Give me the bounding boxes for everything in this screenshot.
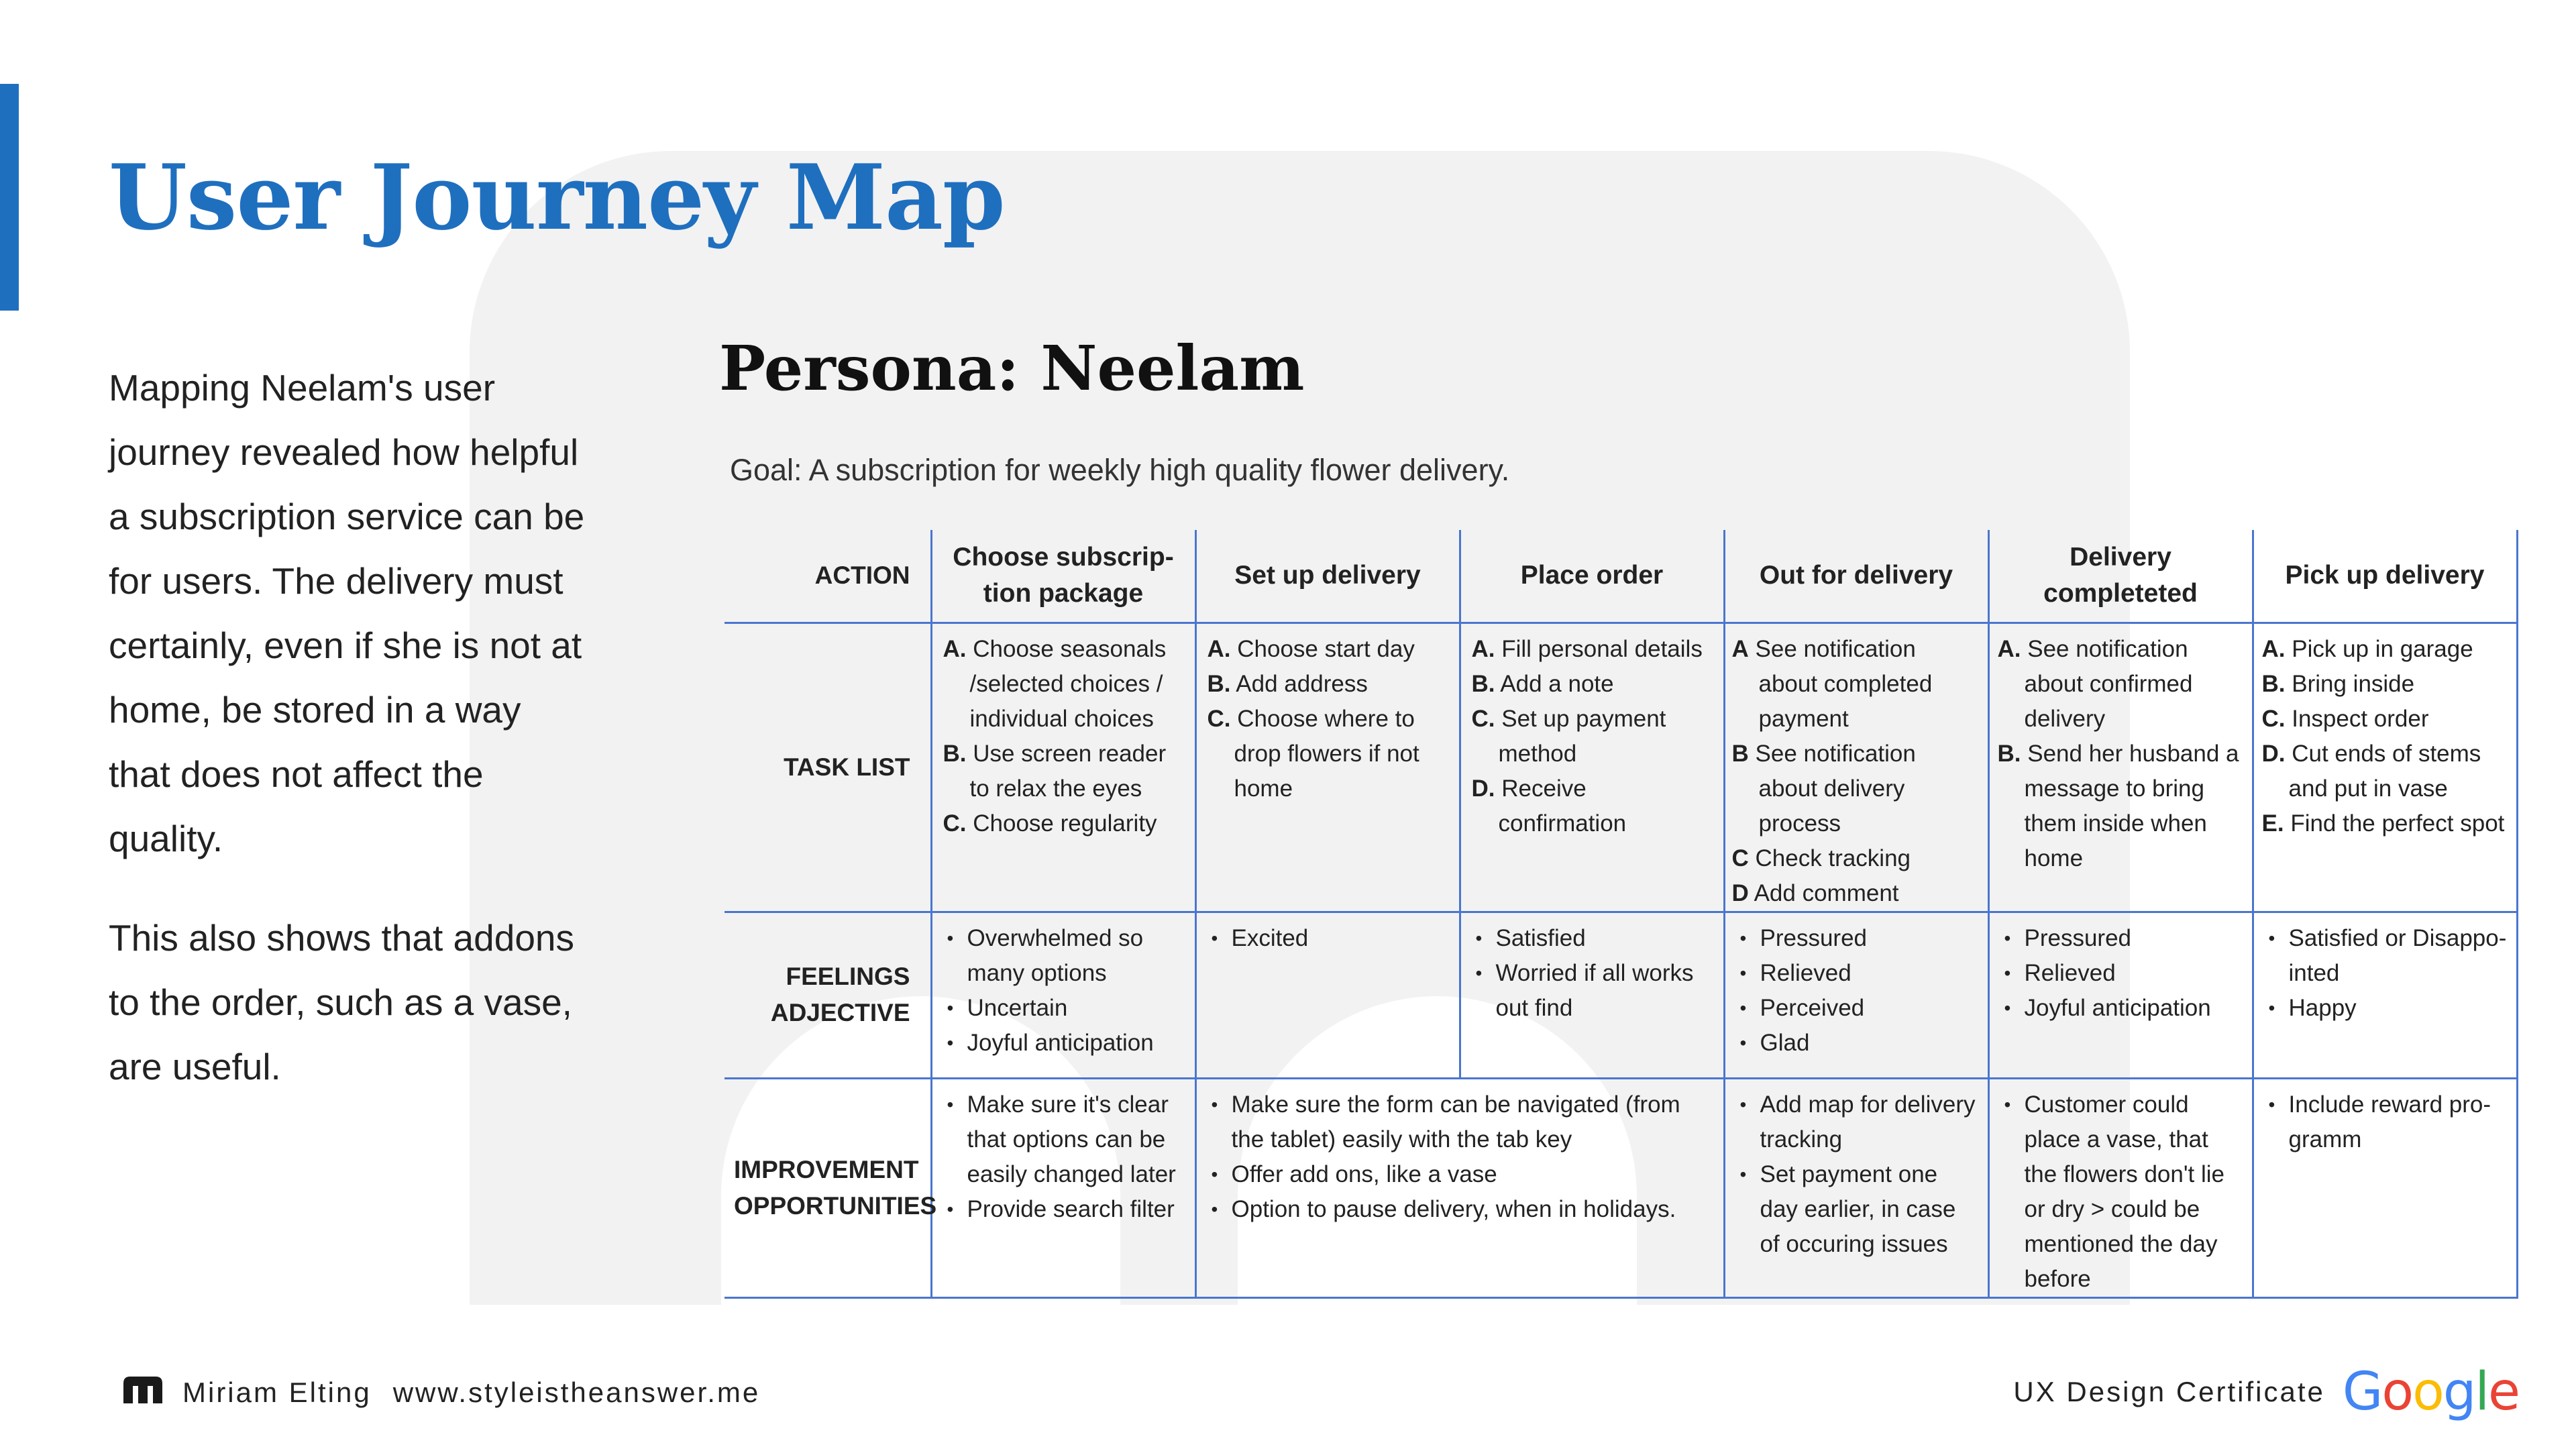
improvement-row <box>724 1078 2517 1297</box>
list-item: • Provide search filter <box>943 1192 1188 1227</box>
task-cell <box>1988 623 2253 912</box>
author-website-link[interactable]: www.styleistheanswer.me <box>392 1377 761 1408</box>
action-header: Delivery completeted <box>1988 530 2253 623</box>
list-item: • Make sure the form can be navigated (from the tablet) easily with the tab key <box>1208 1087 1717 1157</box>
action-row <box>724 530 2517 623</box>
list-item: D. Receive confirmation <box>1471 775 1627 837</box>
list-item: • Pressured <box>1736 921 1981 956</box>
list-item: • Joyful anticipation <box>943 1026 1188 1061</box>
list-item: • Satisfied <box>1472 921 1717 956</box>
action-header: Choose subscription package <box>931 530 1195 623</box>
list-item: A. Pick up in garage <box>2261 635 2473 662</box>
list-item: C. Choose where to drop flowers if not home <box>1207 705 1419 802</box>
accent-bar <box>0 84 19 311</box>
list-item: • Customer could place a vase, that the flowers don't lie or dry > could be mentioned the day before <box>2000 1087 2245 1297</box>
list-item: • Relieved <box>1736 956 1981 991</box>
list-item: B. Send her husband a message to bring them inside when home <box>1997 740 2239 871</box>
list-item: • Option to pause delivery, when in holidays. <box>1208 1192 1717 1227</box>
author-name: Miriam Elting <box>182 1377 372 1408</box>
improvement-cell <box>1988 1078 2253 1297</box>
list-item: • Worried if all works out find <box>1472 956 1717 1026</box>
list-item: • Glad <box>1736 1026 1981 1061</box>
list-item: C. Choose regularity <box>943 810 1157 837</box>
task-cell <box>931 623 1195 912</box>
task-cell <box>1195 623 1460 912</box>
author-logo-icon <box>121 1374 165 1411</box>
persona-heading: Persona: Neelam <box>719 332 1305 405</box>
list-item: A. See notification about confirmed delivery <box>1997 635 2193 732</box>
task-cell <box>2253 623 2517 912</box>
list-item: C. Inspect order <box>2261 705 2429 732</box>
improvement-cell <box>931 1078 1195 1297</box>
list-item: • Relieved <box>2000 956 2245 991</box>
list-item: • Set payment one day earlier, in case of occuring issues <box>1736 1157 1981 1262</box>
list-item: • Happy <box>2265 991 2510 1026</box>
list-item: A See notification about completed payment <box>1731 635 1933 732</box>
row-label-feelings: FEELINGS ADJECTIVE <box>724 912 931 1078</box>
action-header: Set up delivery <box>1195 530 1460 623</box>
footer-author <box>121 1374 760 1411</box>
feelings-cell <box>1724 912 1988 1078</box>
list-item: A. Fill personal details <box>1471 635 1703 662</box>
feelings-cell <box>2253 912 2517 1078</box>
page-title: User Journey Map <box>109 144 1005 250</box>
feelings-cell <box>1195 912 1460 1078</box>
feelings-cell <box>931 912 1195 1078</box>
list-item: A. Choose seasonals /selected choices / individual choices <box>943 635 1167 732</box>
list-item: B. Add a note <box>1471 670 1614 697</box>
list-item: C. Set up payment method <box>1471 705 1666 767</box>
list-item: B. Add address <box>1207 670 1368 697</box>
feelings-cell <box>1460 912 1724 1078</box>
list-item: • Joyful anticipation <box>2000 991 2245 1026</box>
google-logo: Google <box>2342 1362 2519 1422</box>
improvement-cell <box>1724 1078 1988 1297</box>
feelings-cell <box>1988 912 2253 1078</box>
list-item: • Overwhelmed so many options <box>943 921 1188 991</box>
list-item: E. Find the perfect spot <box>2261 810 2505 837</box>
list-item: B. Use screen reader to relax the eyes <box>943 740 1167 802</box>
intro-text <box>109 356 592 1134</box>
list-item: • Excited <box>1208 921 1452 956</box>
intro-paragraph-2: This also shows that addons to the order, such as a vase, are useful. <box>109 917 574 1087</box>
certificate-label: UX Design Certificate <box>2013 1376 2325 1407</box>
list-item: D. Cut ends of stems and put in vase <box>2261 740 2481 802</box>
action-header: Out for delivery <box>1724 530 1988 623</box>
list-item: A. Choose start day <box>1207 635 1415 662</box>
improvement-cell <box>1195 1078 1724 1297</box>
list-item: B. Bring inside <box>2261 670 2415 697</box>
row-label-improvement: IMPROVEMENT OPPORTUNITIES <box>724 1078 931 1297</box>
journey-table <box>724 530 2518 1299</box>
improvement-cell <box>2253 1078 2517 1297</box>
list-item: D Add comment <box>1731 879 1899 906</box>
list-item: • Perceived <box>1736 991 1981 1026</box>
list-item: • Uncertain <box>943 991 1188 1026</box>
intro-paragraph-1: Mapping Neelam's user journey revealed how helpful a subscription service can be for users. The delivery must certainly, even if she is not at home, be stored in a way that does not affect the quality. <box>109 367 585 859</box>
task-cell <box>1460 623 1724 912</box>
list-item: • Pressured <box>2000 921 2245 956</box>
footer-certificate <box>2013 1362 2519 1422</box>
action-header: Place order <box>1460 530 1724 623</box>
task-list-row <box>724 623 2517 912</box>
row-label-action: ACTION <box>724 530 931 623</box>
list-item: • Satisfied or Disappointed <box>2265 921 2510 991</box>
action-header: Pick up delivery <box>2253 530 2517 623</box>
list-item: • Add map for delivery tracking <box>1736 1087 1981 1157</box>
list-item: • Make sure it's clear that options can be easily changed later <box>943 1087 1188 1192</box>
list-item: B See notification about delivery process <box>1731 740 1916 837</box>
list-item: • Offer add ons, like a vase <box>1208 1157 1717 1192</box>
feelings-row <box>724 912 2517 1078</box>
list-item: • Include reward programm <box>2265 1087 2510 1157</box>
list-item: C Check tracking <box>1731 845 1911 871</box>
persona-goal: Goal: A subscription for weekly high quality flower delivery. <box>730 453 1510 487</box>
row-label-task-list: TASK LIST <box>724 623 931 912</box>
task-cell <box>1724 623 1988 912</box>
